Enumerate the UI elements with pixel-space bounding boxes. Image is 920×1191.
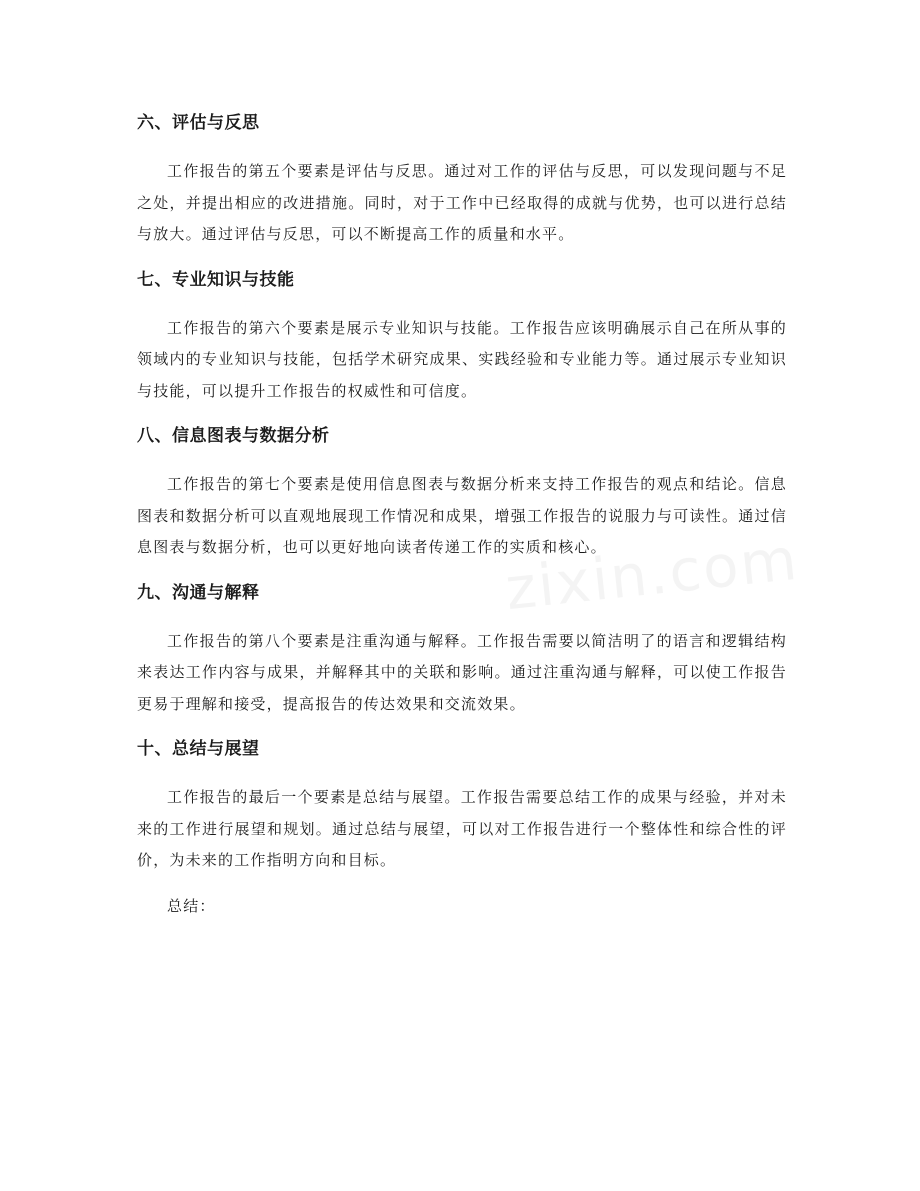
section-professional-skills (137, 265, 787, 408)
section-paragraph: 工作报告的第五个要素是评估与反思。通过对工作的评估与反思，可以发现问题与不足之处，并提出相应的改进措施。同时，对于工作中已经取得的成就与优势，也可以进行总结与放大。通过评估与反思，可以不断提高工作的质量和水平。 (137, 162, 787, 243)
closing-label: 总结： (167, 896, 216, 915)
section-paragraph: 工作报告的第六个要素是展示专业知识与技能。工作报告应该明确展示自己在所从事的领域内的专业知识与技能，包括学术研究成果、实践经验和专业能力等。通过展示专业知识与技能，可以提升工作报告的权威性和可信度。 (137, 318, 787, 400)
section-evaluation-reflection (137, 108, 787, 251)
section-summary-outlook (137, 734, 787, 877)
section-heading: 九、沟通与解释 (137, 582, 260, 603)
section-heading: 七、专业知识与技能 (137, 269, 295, 290)
document-content (137, 108, 787, 922)
section-communication-explanation (137, 578, 787, 721)
section-heading: 六、评估与反思 (137, 113, 260, 133)
section-paragraph: 工作报告的最后一个要素是总结与展望。工作报告需要总结工作的成果与经验，并对未来的工作进行展望和规划。通过总结与展望，可以对工作报告进行一个整体性和综合性的评价，为未来的工作指明方向和目标。 (137, 788, 787, 869)
section-heading: 八、信息图表与数据分析 (137, 426, 330, 446)
section-paragraph: 工作报告的第七个要素是使用信息图表与数据分析来支持工作报告的观点和结论。信息图表和数据分析可以直观地展现工作情况和成果，增强工作报告的说服力与可读性。通过信息图表与数据分析，也可以更好地向读者传递工作的实质和核心。 (137, 475, 787, 556)
section-heading: 十、总结与展望 (137, 739, 260, 759)
section-paragraph: 工作报告的第八个要素是注重沟通与解释。工作报告需要以简洁明了的语言和逻辑结构来表达工作内容与成果，并解释其中的关联和影响。通过注重沟通与解释，可以使工作报告更易于理解和接受，提高报告的传达效果和交流效果。 (137, 631, 787, 713)
section-infographics-analysis (137, 421, 787, 564)
